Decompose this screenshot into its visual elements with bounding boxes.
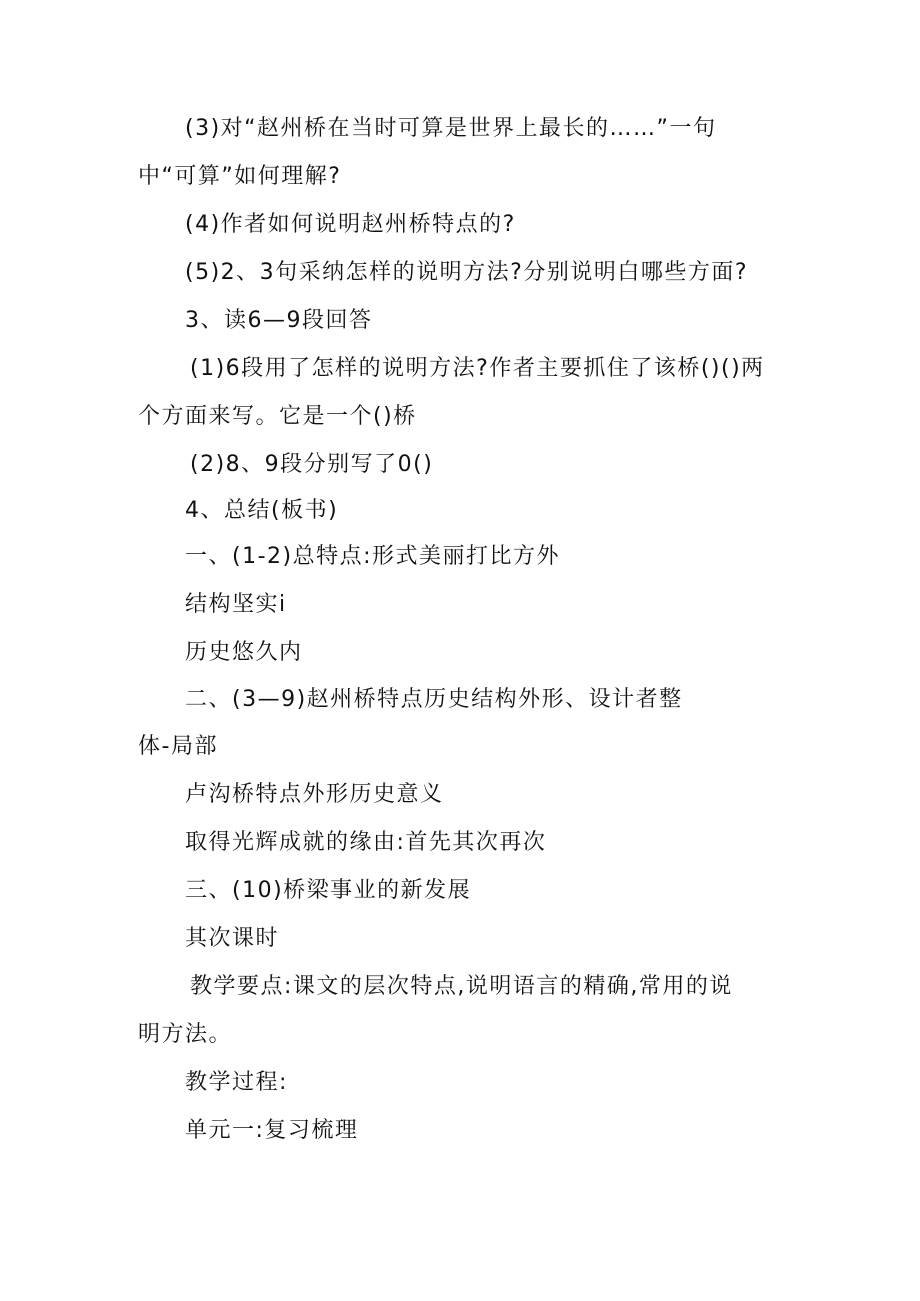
text-line: 体-局部 (138, 734, 218, 759)
text-line: 卢沟桥特点外形历史意义 (185, 782, 444, 807)
text-line: 取得光辉成就的缘由:首先其次再次 (185, 830, 547, 855)
text-line: 教学过程: (185, 1070, 288, 1095)
text-line: 三、(10)桥梁事业的新发展 (185, 878, 472, 903)
text-line: (3)对“赵州桥在当时可算是世界上最长的……”一句 (185, 116, 717, 141)
text-line: (4)作者如何说明赵州桥特点的? (185, 212, 516, 237)
text-line: 教学要点:课文的层次特点,说明语言的精确,常用的说 (190, 974, 733, 999)
text-line: 一、(1-2)总特点:形式美丽打比方外 (185, 544, 561, 569)
text-line: (2)8、9段分别写了0() (190, 452, 434, 477)
text-line: 单元一:复习梳理 (185, 1118, 359, 1143)
text-line: 历史悠久内 (185, 640, 303, 665)
text-line: (5)2、3句采纳怎样的说明方法?分别说明白哪些方面? (185, 260, 749, 285)
text-line: 个方面来写。它是一个()桥 (138, 404, 417, 429)
text-line: 其次课时 (185, 926, 280, 951)
text-line: 结构坚实i (185, 592, 287, 617)
text-line: (1)6段用了怎样的说明方法?作者主要抓住了该桥()()两 (190, 356, 765, 381)
text-line: 4、总结(板书) (185, 498, 339, 523)
text-line: 3、读6—9段回答 (185, 308, 373, 333)
text-line: 二、(3—9)赵州桥特点历史结构外形、设计者整 (185, 687, 683, 712)
text-line: 中“可算”如何理解? (138, 164, 342, 189)
text-line: 明方法。 (138, 1022, 233, 1047)
